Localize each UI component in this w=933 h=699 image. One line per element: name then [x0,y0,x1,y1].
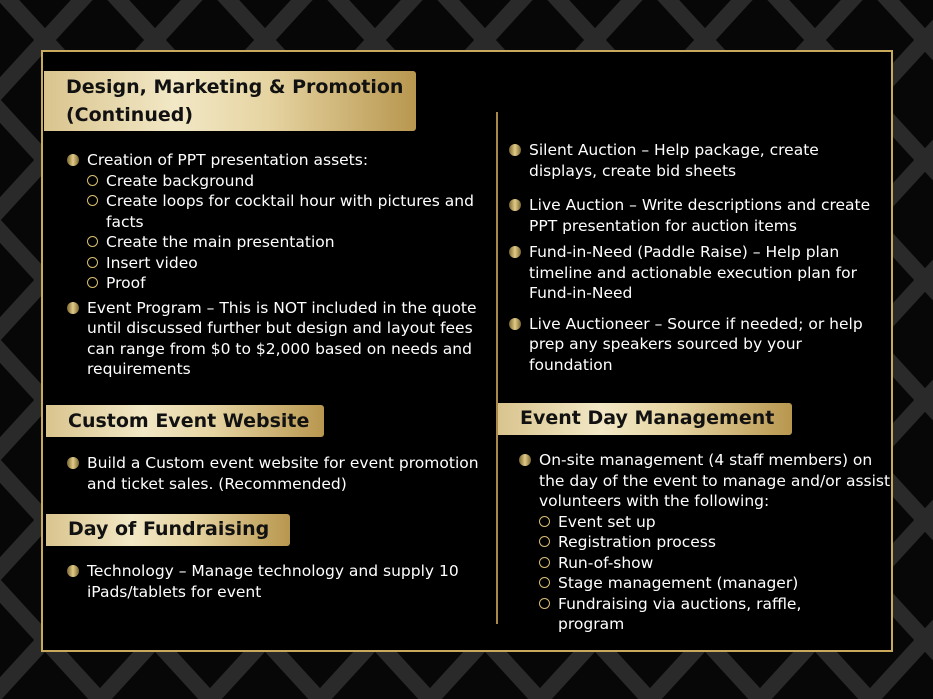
ring-bullet-icon [87,236,98,247]
event-day-list [519,450,893,635]
gold-bullet-icon [67,565,79,577]
item-text: Live Auction – Write descriptions and create PPT presentation for auction items [529,196,871,235]
ring-bullet-icon [539,557,550,568]
sub-item-text: Create the main presentation [106,233,335,251]
design-list [67,150,487,380]
sub-list [87,171,487,294]
ring-bullet-icon [87,257,98,268]
ring-bullet-icon [87,195,98,206]
item-text: Event Program – This is NOT included in the quote until discussed further but design and layout fees can range from $0 to $2,000 based on needs and requirements [87,298,477,378]
list-item [509,242,881,304]
ring-bullet-icon [539,577,550,588]
item-text: Creation of PPT presentation assets: [87,151,369,169]
ring-bullet-icon [539,536,550,547]
sub-item [87,171,487,192]
banner-fundraising-title: Day of Fundraising [68,518,270,540]
list-item [509,314,881,376]
fundraising-list [67,561,487,602]
sub-item [87,273,487,294]
item-text: Build a Custom event website for event promotion and ticket sales. (Recommended) [87,454,479,493]
ring-bullet-icon [87,175,98,186]
gold-bullet-icon [509,144,521,156]
gold-bullet-icon [519,454,531,466]
sub-item-text: Registration process [558,533,716,551]
sub-item [539,512,893,533]
gold-bullet-icon [67,154,79,166]
sub-item [87,232,487,253]
gold-bullet-icon [67,302,79,314]
column-divider [496,112,498,624]
sub-item [539,573,893,594]
sub-item [539,532,893,553]
banner-event-day-title: Event Day Management [520,407,775,429]
banner-design-marketing [44,71,416,131]
sub-item [539,594,838,635]
gold-bullet-icon [509,318,521,330]
item-text: Fund-in-Need (Paddle Raise) – Help plan timeline and actionable execution plan for Fund-in-Need [529,243,857,302]
list-item [67,298,487,380]
item-text: Live Auctioneer – Source if needed; or help prep any speakers sourced by your foundation [529,314,863,374]
sub-item-text: Fundraising via auctions, raffle, program [558,594,802,633]
banner-custom-website [46,405,324,437]
sub-item-text: Run-of-show [558,553,654,572]
gold-bullet-icon [509,246,521,258]
banner-website-title: Custom Event Website [68,410,310,432]
list-item [519,450,893,635]
auction-list [509,140,881,375]
sub-item [87,253,487,274]
banner-day-of-fundraising [46,514,290,546]
item-text: Technology – Manage technology and supply 10 iPads/tablets for event [87,562,459,601]
sub-item-text: Create background [106,171,255,190]
item-text: On-site management (4 staff members) on the day of the event to manage and/or assist volunteers with the following: [539,451,891,510]
item-text: Silent Auction – Help package, create displays, create bid sheets [529,141,819,180]
list-item [509,195,881,236]
sub-item [87,191,487,232]
website-list [67,453,487,494]
sub-item-text: Stage management (manager) [558,574,799,592]
sub-list [539,512,893,635]
gold-bullet-icon [67,457,79,469]
banner-design-title-line1: Design, Marketing & Promotion [66,76,404,98]
list-item [67,150,487,294]
list-item [67,453,487,494]
sub-item-text: Insert video [106,253,198,272]
ring-bullet-icon [539,516,550,527]
list-item [67,561,487,602]
ring-bullet-icon [87,277,98,288]
ring-bullet-icon [539,598,550,609]
sub-item-text: Event set up [558,512,656,531]
banner-event-day-management [498,403,792,435]
sub-item-text: Proof [106,274,146,292]
list-item [509,140,881,181]
gold-bullet-icon [509,199,521,211]
sub-item-text: Create loops for cocktail hour with pictures and facts [106,192,474,231]
sub-item [539,553,893,574]
banner-design-title-line2: (Continued) [66,104,194,126]
